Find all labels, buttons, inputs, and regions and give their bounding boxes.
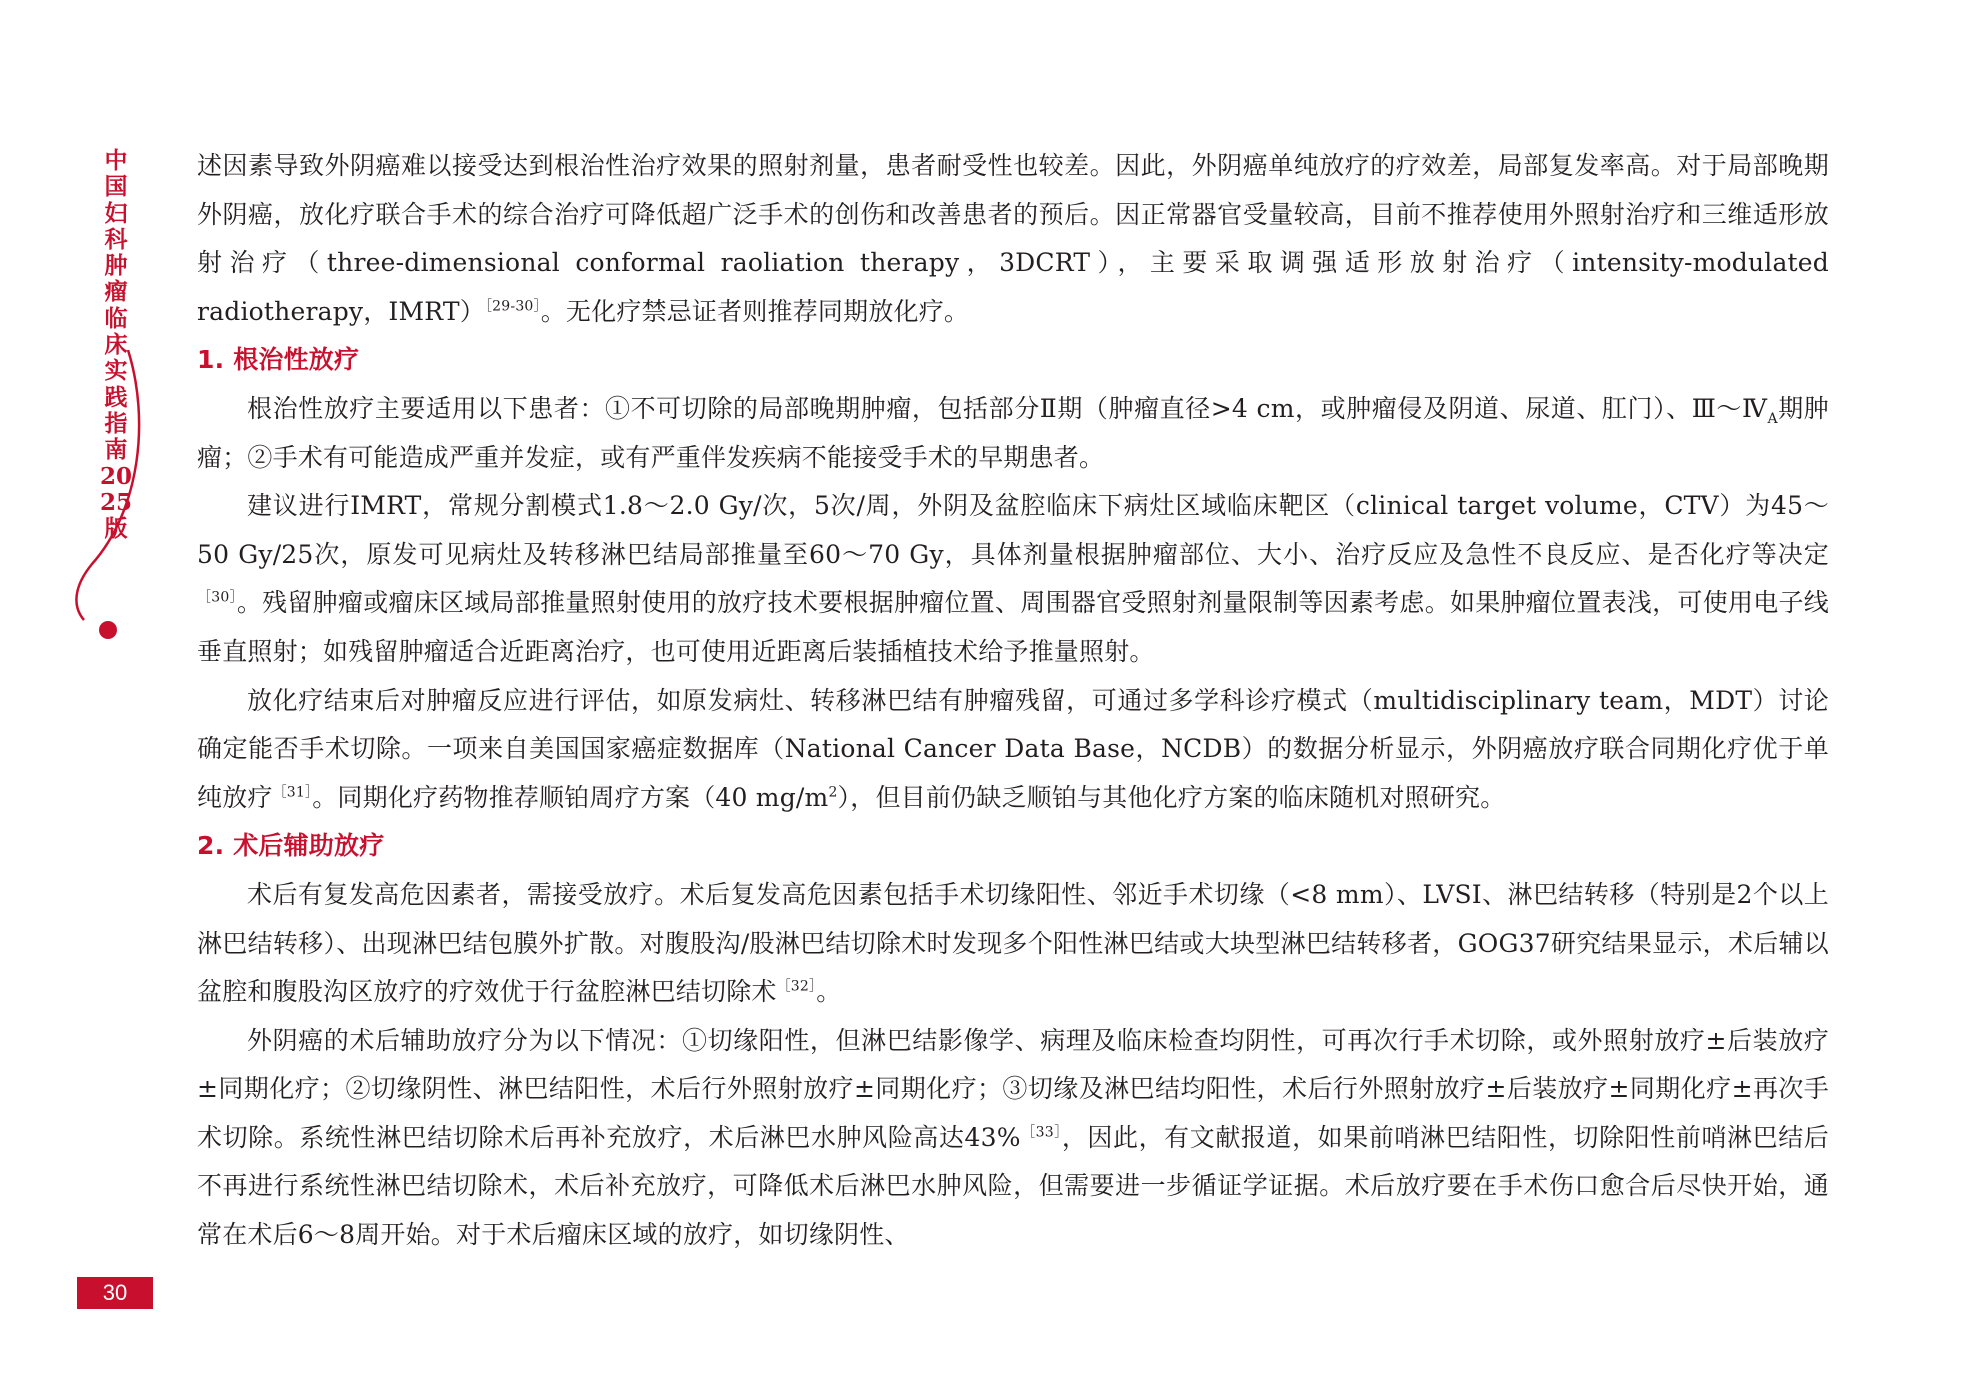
paragraph: 述因素导致外阴癌难以接受达到根治性治疗效果的照射剂量，患者耐受性也较差。因此，外阴癌单纯放疗的疗效差，局部复发率高。对于局部晚期外阴癌，放化疗联合手术的综合治疗可降低超广泛手术的创伤和改善患者的预后。因正常器官受量较高，目前不推荐使用外照射治疗和三维适形放射治疗（three-dimensional conformal raoliation therapy，3DCRT），主要采取调强适形放射治疗（intensity-modulated radiotherapy，IMRT）$^{[29-30]}$。无化疗禁忌证者则推荐同期放化疗。 bbox=[197, 151, 1829, 326]
citation: ［30］ bbox=[197, 590, 237, 607]
citation: ［29-30］ bbox=[484, 298, 541, 315]
page-number: 30 bbox=[77, 1277, 153, 1309]
citation: ［33］ bbox=[1020, 1124, 1062, 1141]
section-heading: 2. 术后辅助放疗 bbox=[197, 831, 385, 861]
paragraph: 根治性放疗主要适用以下患者：①不可切除的局部晚期肿瘤，包括部分Ⅱ期（肿瘤直径>4 cm，或肿瘤侵及阴道、尿道、肛门）、$Ⅲ\sim Ⅳ_A$期肿瘤；②手术有可能造成严重并发症，或有严重伴发疾病不能接受手术的早期患者。 bbox=[197, 393, 1829, 472]
citation: ［31］ bbox=[272, 784, 313, 801]
paragraph: 外阴癌的术后辅助放疗分为以下情况：①切缘阳性，但淋巴结影像学、病理及临床检查均阴性，可再次行手术切除，或外照射放疗±后装放疗±同期化疗；②切缘阴性、淋巴结阳性，术后行外照射放疗±同期化疗；③切缘及淋巴结均阳性，术后行外照射放疗±后装放疗±同期化疗±再次手术切除。系统性淋巴结切除术后再补充放疗，术后淋巴水肿风险高达43%$^{[33]}$，因此，有文献报道，如果前哨淋巴结阳性，切除阳性前哨淋巴结后不再进行系统性淋巴结切除术，术后补充放疗，可降低术后淋巴水肿风险，但需要进一步循证学证据。术后放疗要在手术伤口愈合后尽快开始，通常在术后6～8周开始。对于术后瘤床区域的放疗，如切缘阴性、 bbox=[197, 1025, 1829, 1250]
decorative-curve bbox=[66, 350, 146, 650]
paragraph: 放化疗结束后对肿瘤反应进行评估，如原发病灶、转移淋巴结有肿瘤残留，可通过多学科诊疗模式（multidisciplinary team，MDT）讨论确定能否手术切除。一项来自美国国家癌症数据库（National Cancer Data Base，NCDB）的数据分析显示，外阴癌放疗联合同期化疗优于单纯放疗$^{[31]}$。同期化疗药物推荐顺铂周疗方案（40 $mg/m^2$），但目前仍缺乏顺铂与其他化疗方案的临床随机对照研究。 bbox=[197, 685, 1829, 812]
paragraph: 建议进行IMRT，常规分割模式1.8～2.0 Gy/次，5次/周，外阴及盆腔临床下病灶区域临床靶区（clinical target volume，CTV）为45～50 Gy/25次，原发可见病灶及转移淋巴结局部推量至60～70 Gy，具体剂量根据肿瘤部位、大小、治疗反应及急性不良反应、是否化疗等决定$^{[30]}$。残留肿瘤或瘤床区域局部推量照射使用的放疗技术要根据肿瘤位置、周围器官受照射剂量限制等因素考虑。如果肿瘤位置表浅，可使用电子线垂直照射；如残留肿瘤适合近距离治疗，也可使用近距离后装插植技术给予推量照射。 bbox=[197, 491, 1829, 666]
paragraph: 术后有复发高危因素者，需接受放疗。术后复发高危因素包括手术切缘阳性、邻近手术切缘（<8 mm）、LVSI、淋巴结转移（特别是2个以上淋巴结转移）、出现淋巴结包膜外扩散。对腹股沟/股淋巴结切除术时发现多个阳性淋巴结或大块型淋巴结转移者，GOG37研究结果显示，术后辅以盆腔和腹股沟区放疗的疗效优于行盆腔淋巴结切除术$^{[32]}$。 bbox=[197, 879, 1829, 1007]
running-side-title: 中国妇科肿瘤临床实践指南2025版 bbox=[100, 147, 133, 543]
citation: ［32］ bbox=[776, 978, 817, 995]
section-heading: 1. 根治性放疗 bbox=[197, 345, 360, 375]
article-body bbox=[197, 142, 1829, 1260]
